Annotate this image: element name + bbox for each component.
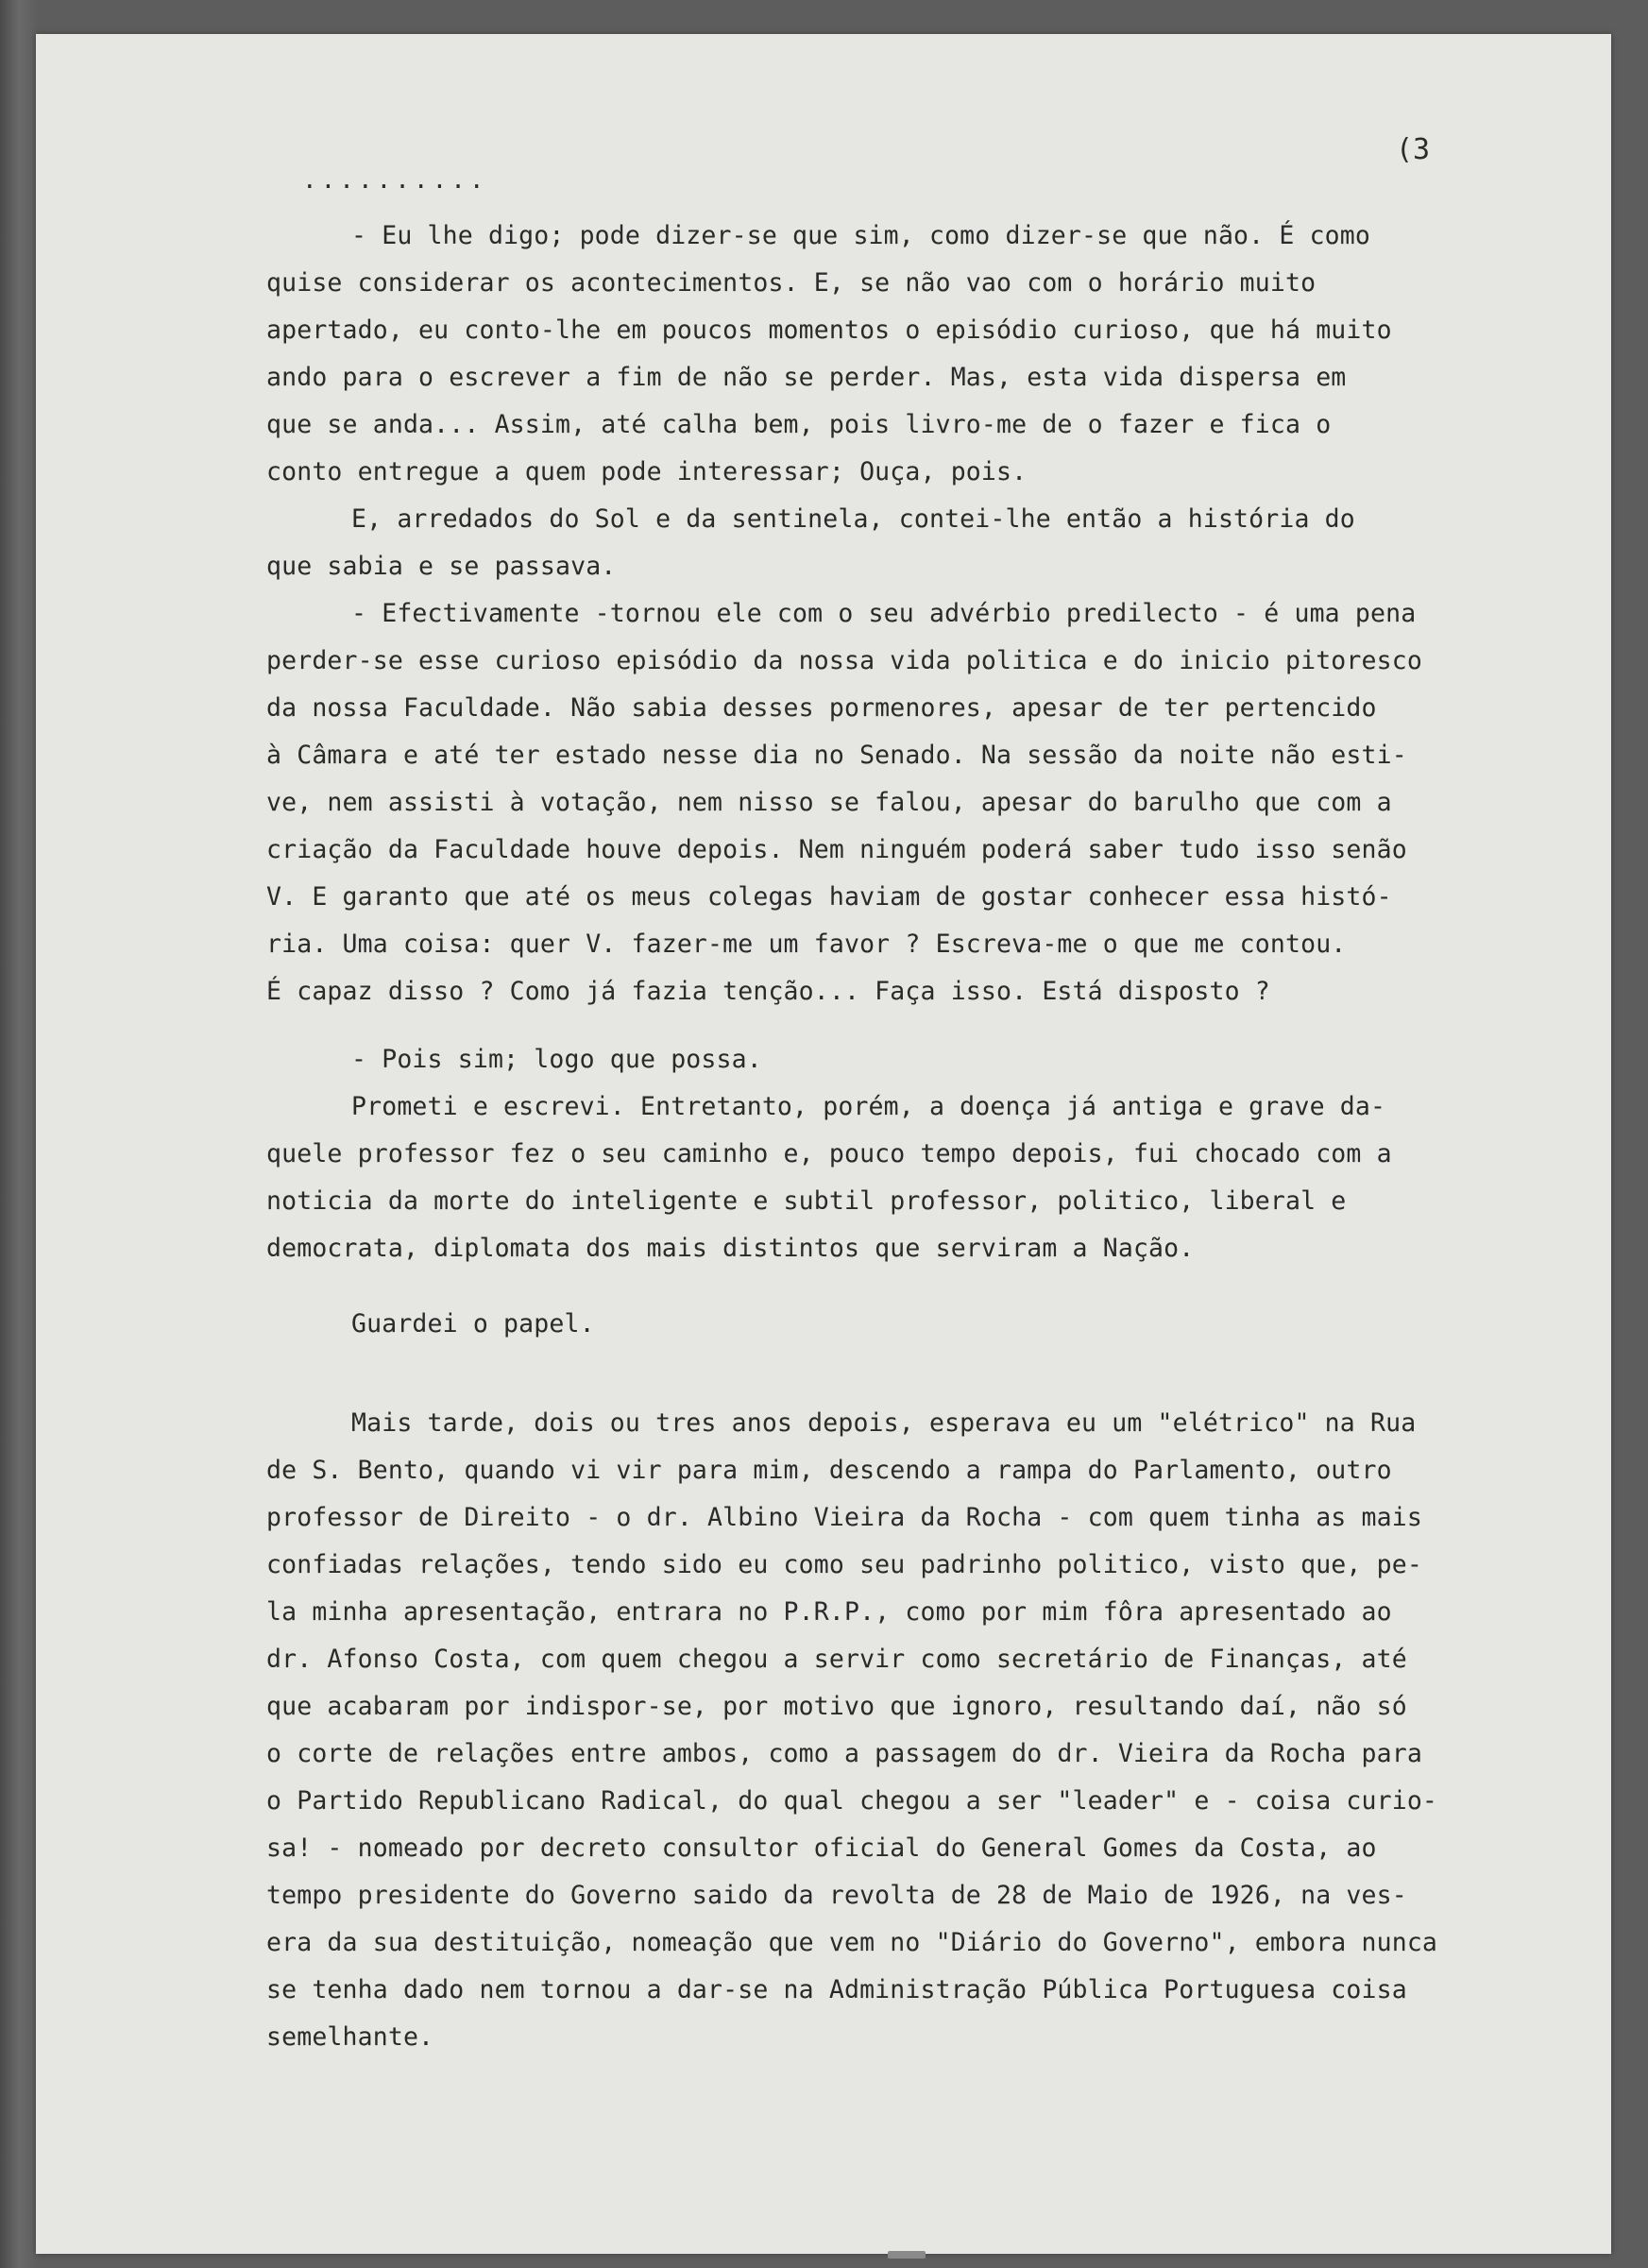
- text-line: noticia da morte do inteligente e subtil professor, politico, liberal e: [266, 1186, 1347, 1216]
- text-line: apertado, eu conto-lhe em poucos momentos o episódio curioso, que há muito: [266, 315, 1392, 345]
- text-line: o Partido Republicano Radical, do qual chegou a ser "leader" e - coisa curio-: [266, 1786, 1438, 1816]
- text-line: - Efectivamente -tornou ele com o seu advérbio predilecto - é uma pena: [351, 599, 1417, 628]
- text-line: professor de Direito - o dr. Albino Vieira da Rocha - com quem tinha as mais: [266, 1503, 1422, 1532]
- text-line: V. E garanto que até os meus colegas haviam de gostar conhecer essa histó-: [266, 882, 1392, 912]
- page-number: (3: [1396, 133, 1431, 166]
- text-line: criação da Faculdade houve depois. Nem ninguém poderá saber tudo isso senão: [266, 835, 1407, 864]
- text-line: perder-se esse curioso episódio da nossa vida politica e do inicio pitoresco: [266, 646, 1422, 675]
- text-line: dr. Afonso Costa, com quem chegou a servir como secretário de Finanças, até: [266, 1645, 1407, 1674]
- text-line: que sabia e se passava.: [266, 552, 617, 581]
- text-line: da nossa Faculdade. Não sabia desses pormenores, apesar de ter pertencido: [266, 693, 1377, 723]
- text-line: quise considerar os acontecimentos. E, se não vao com o horário muito: [266, 268, 1317, 298]
- text-line: - Pois sim; logo que possa.: [351, 1045, 762, 1074]
- text-line: Mais tarde, dois ou tres anos depois, esperava eu um "elétrico" na Rua: [351, 1408, 1417, 1438]
- text-line: democrata, diplomata dos mais distintos que serviram a Nação.: [266, 1234, 1195, 1263]
- text-line: quele professor fez o seu caminho e, pouco tempo depois, fui chocado com a: [266, 1139, 1392, 1168]
- text-line: Prometi e escrevi. Entretanto, porém, a doença já antiga e grave da-: [351, 1092, 1386, 1121]
- text-line: que se anda... Assim, até calha bem, pois livro-me de o fazer e fica o: [266, 410, 1332, 439]
- text-line: que acabaram por indispor-se, por motivo que ignoro, resultando daí, não só: [266, 1692, 1407, 1721]
- text-line: à Câmara e até ter estado nesse dia no Senado. Na sessão da noite não esti-: [266, 741, 1407, 770]
- text-line: - Eu lhe digo; pode dizer-se que sim, como dizer-se que não. É como: [351, 221, 1370, 250]
- text-line: É capaz disso ? Como já fazia tenção... Faça isso. Está disposto ?: [266, 977, 1270, 1006]
- text-line: confiadas relações, tendo sido eu como seu padrinho politico, visto que, pe-: [266, 1550, 1422, 1579]
- scan-artifact-mark: [888, 2251, 926, 2259]
- text-line: de S. Bento, quando vi vir para mim, descendo a rampa do Parlamento, outro: [266, 1456, 1392, 1485]
- typed-body: [266, 213, 1598, 2061]
- text-line: semelhante.: [266, 2022, 434, 2052]
- text-line: ve, nem assisti à votação, nem nisso se falou, apesar do barulho que com a: [266, 788, 1392, 817]
- text-line: ria. Uma coisa: quer V. fazer-me um favor ? Escreva-me o que me contou.: [266, 929, 1347, 959]
- text-line: sa! - nomeado por decreto consultor oficial do General Gomes da Costa, ao: [266, 1833, 1377, 1863]
- text-line: o corte de relações entre ambos, como a passagem do dr. Vieira da Rocha para: [266, 1739, 1422, 1768]
- text-line: tempo presidente do Governo saido da revolta de 28 de Maio de 1926, na ves-: [266, 1881, 1407, 1910]
- text-line: la minha apresentação, entrara no P.R.P., como por mim fôra apresentado ao: [266, 1597, 1392, 1627]
- text-line: E, arredados do Sol e da sentinela, contei-lhe então a história do: [351, 504, 1355, 534]
- ellipsis-marker: ..........: [302, 166, 488, 195]
- text-line: Guardei o papel.: [351, 1309, 595, 1339]
- text-line: se tenha dado nem tornou a dar-se na Administração Pública Portuguesa coisa: [266, 1975, 1407, 2004]
- text-line: conto entregue a quem pode interessar; Ouça, pois.: [266, 457, 1028, 486]
- text-line: era da sua destituição, nomeação que vem no "Diário do Governo", embora nunca: [266, 1928, 1438, 1957]
- text-line: ando para o escrever a fim de não se perder. Mas, esta vida dispersa em: [266, 363, 1347, 392]
